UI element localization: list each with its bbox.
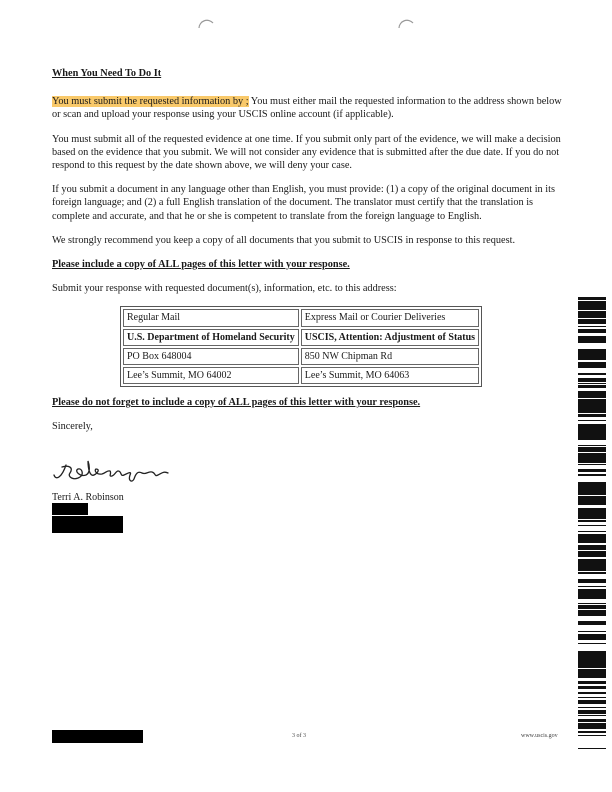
translation-paragraph: If you submit a document in any language other than English, you must provide: (1) a copy of the original document in its foreign language; and (2) a full English translation of the document. The translator must certify that the translation is complete and accurate, and that he or she is competent to translate from the foreign language to English. (52, 184, 556, 222)
section-heading: When You Need To Do It (52, 68, 162, 79)
submit-address-intro: Submit your response with requested document(s), information, etc. to this address: (52, 283, 397, 295)
punch-hole-left-icon (196, 14, 216, 34)
evidence-paragraph: You must submit all of the requested evidence at one time. If you submit only part of the evidence, we will make a decision based on the evidence that you submit. We will not consider any evidence that is submitted after the due date. If you do not respond to this request by the date shown above, we will deny your case. (52, 133, 561, 172)
redaction-block (52, 503, 88, 515)
include-pages-notice: Please include a copy of ALL pages of this letter with your response. (52, 259, 350, 271)
regular-mail-city: Lee’s Summit, MO 64002 (123, 367, 299, 384)
handwritten-signature (52, 455, 192, 493)
express-mail-recipient: USCIS, Attention: Adjustment of Status (301, 329, 479, 346)
express-mail-street: 850 NW Chipman Rd (301, 348, 479, 365)
regular-mail-header: Regular Mail (123, 309, 299, 326)
closing: Sincerely, (52, 421, 93, 433)
copy-recommendation-paragraph: We strongly recommend you keep a copy of all documents that you submit to USCIS in response to this request. (52, 234, 516, 246)
table-row (123, 348, 479, 365)
table-row (123, 329, 479, 346)
punch-hole-right-icon (396, 14, 416, 34)
regular-mail-street: PO Box 648004 (123, 348, 299, 365)
table-row (123, 309, 479, 326)
express-mail-city: Lee’s Summit, MO 64063 (301, 367, 479, 384)
side-barcode-icon (578, 297, 606, 749)
redaction-block (52, 730, 143, 743)
redaction-block (52, 516, 123, 533)
express-mail-header: Express Mail or Courier Deliveries (301, 309, 479, 326)
footer-url: www.uscis.gov (521, 733, 558, 739)
mailing-address-table (120, 306, 482, 387)
deadline-paragraph: You must submit the requested information by ; You must either mail the requested information to the address shown below or scan and upload your response using your USCIS online account (if applicable). (52, 96, 562, 121)
letter-body (52, 67, 562, 445)
signer-name: Terri A. Robinson (52, 492, 124, 503)
table-row (123, 367, 479, 384)
page-number: 3 of 3 (292, 733, 306, 739)
regular-mail-recipient: U.S. Department of Homeland Security (123, 329, 299, 346)
highlighted-deadline: You must submit the requested information by ; (52, 96, 249, 108)
do-not-forget-notice: Please do not forget to include a copy of ALL pages of this letter with your response. (52, 397, 421, 409)
